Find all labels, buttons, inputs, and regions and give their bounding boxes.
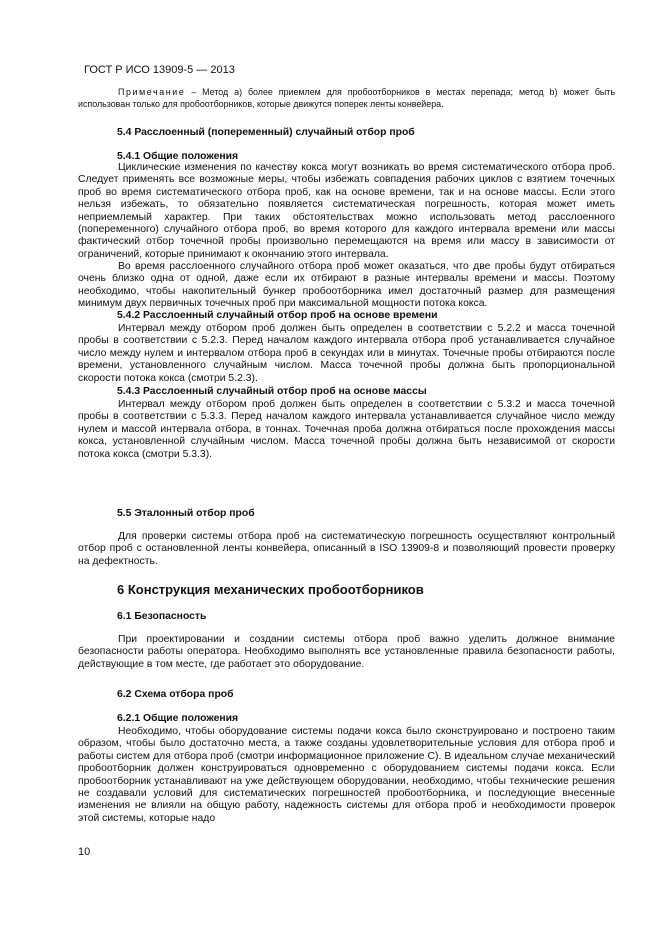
section-5-4-3-paragraph: Интервал между отбором проб должен быть определен в соответствии с 5.3.2 и масса точечной пробы в соответствии с 5.3.3. Перед началом каждого интервала устанавливается случайное число между нулем и массой интервала отбора, в тоннах. Точечная проба должна отбираться после прохождения массы кокса, установленной случайным числом. Масса точечной пробы должна быть независимой от скорости потока кокса (смотри 5.3.3).: [78, 399, 615, 460]
section-6-title: 6 Конструкция механических пробоотборников: [117, 582, 424, 597]
section-6-1-paragraph: При проектировании и создании системы отбора проб важно уделить должное внимание безопасности работы оператора. Необходимо выполнять все установленные правила безопасности работы, действующие в том месте, где работает это оборудование.: [78, 634, 615, 670]
section-5-4-2-paragraph: Интервал между отбором проб должен быть определен в соответствии с 5.2.2 и масса точечной пробы в соответствии с 5.2.3. Перед началом каждого интервала отбора проб устанавливается случайное число между нулем и интервалом отбора проб в секундах или в минутах. Точечные пробы отбираются после времени, установленного случайным числом. Масса точечной пробы должна быть пропорциональной скорости потока кокса (смотри 5.2.3).: [78, 323, 615, 384]
page-number: 10: [78, 846, 91, 858]
section-5-4-2-title: 5.4.2 Расслоенный случайный отбор проб на основе времени: [117, 310, 438, 321]
note-label: Примечание: [118, 87, 186, 97]
section-5-5-title: 5.5 Эталонный отбор проб: [117, 508, 255, 519]
note-paragraph: [78, 87, 615, 110]
section-5-4-1-paragraph-2: Во время расслоенного случайного отбора проб может оказаться, что две пробы будут отбираться очень близко одна от одной, даже если их отбирают в разные интервалы времени и массы. Поэтому необходимо, чтобы накопительный бункер пробоотборника имел достаточный размер для размещения минимум двух первичных точечных проб при максимальной мощности потока кокса.: [78, 261, 615, 310]
note-text: – Метод a) более приемлем для пробоотборников в местах перепада; метод b) может быть использован только для пробоотборников, которые движутся поперек ленты конвейера.: [78, 87, 615, 109]
section-5-4-title: 5.4 Расслоенный (попеременный) случайный отбор проб: [117, 127, 415, 138]
section-6-2-1-paragraph: Необходимо, чтобы оборудование системы подачи кокса было сконструировано и построено таким образом, чтобы было достаточно места, а также созданы удовлетворительные условия для отбора проб и работы систем для отбора проб (смотри информационное приложение С). В идеальном случае механический пробоотборник должен конструироваться одновременно с оборудованием системы подачи кокса. Если пробоотборник устанавливают на уже действующем оборудовании, необходимо, чтобы технические решения не создавали условий для систематических погрешностей пробоотборника, и последующие внесенные изменения не влияли на общую работу, надежность системы для отбора проб и необходимости проверок этой системы, которые надо: [78, 726, 615, 824]
section-5-5-paragraph: Для проверки системы отбора проб на систематическую погрешность осуществляют контрольный отбор проб с остановленной ленты конвейера, описанный в ISO 13909-8 и позволяющий провести проверку на дефектность.: [78, 531, 615, 567]
section-5-4-1-paragraph-1: Циклические изменения по качеству кокса могут возникать во время систематического отбора проб. Следует применять все возможные меры, чтобы избежать совпадения рабочих циклов с взятием точечных проб во время систематического отбора проб, как на основе времени, так и на основе массы. Если этого нельзя избежать, то обязательно появляется систематическая погрешность, которая может иметь неприемлемый характер. При таких обстоятельствах можно использовать метод расслоенного (попеременного) случайного отбора проб, во время которого для каждого интервала времени или массы фактический отбор точечной пробы произвольно перемещаются на время или массу в зависимости от ограничений, которые принимают к окончанию этого интервала.: [78, 162, 615, 260]
section-5-4-3-title: 5.4.3 Расслоенный случайный отбор проб на основе массы: [117, 386, 427, 397]
document-code-header: ГОСТ Р ИСО 13909-5 — 2013: [84, 64, 235, 76]
section-5-4-1-title: 5.4.1 Общие положения: [117, 151, 239, 162]
section-6-2-title: 6.2 Схема отбора проб: [117, 689, 234, 700]
section-6-1-title: 6.1 Безопасность: [117, 611, 207, 622]
section-6-2-1-title: 6.2.1 Общие положения: [117, 713, 239, 724]
